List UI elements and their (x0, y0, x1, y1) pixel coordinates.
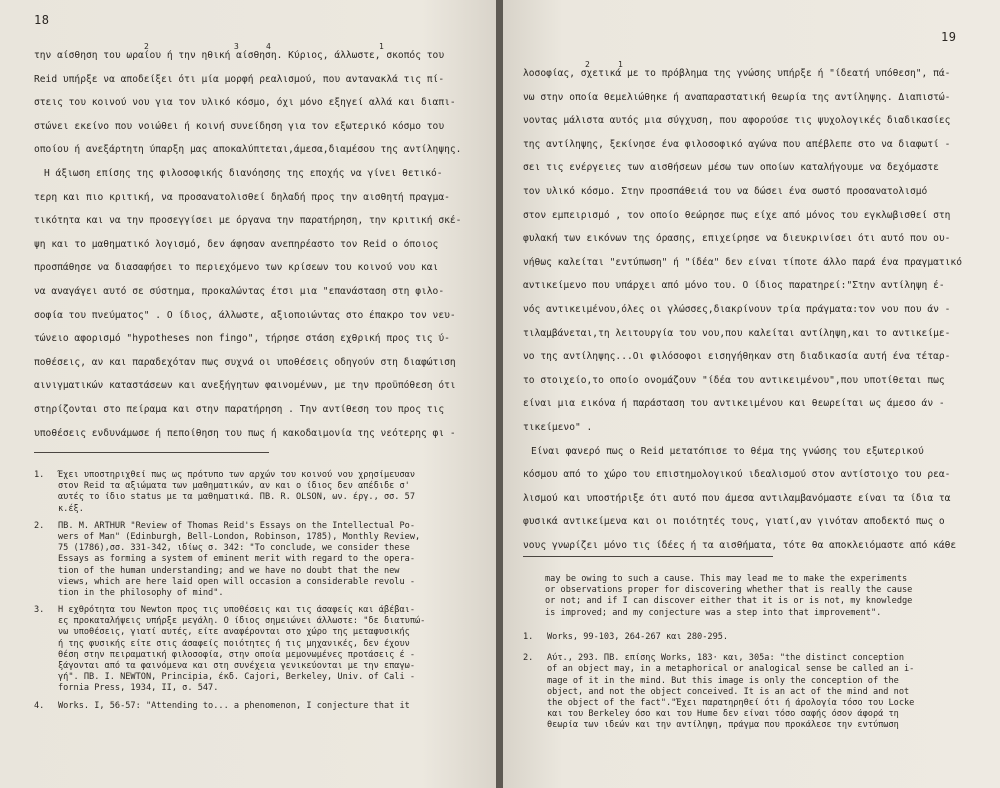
text-line: ποθέσεις, αν και παραδεχόταν πως συχνά οι υποθέσεις οδηγούν στη διαφώτιση (34, 356, 456, 368)
footnote-line: the object of the fact"."Έχει παρατηρηθεί ότι ή άρολογία τόσο του Locke (547, 697, 915, 708)
right-body-text (523, 62, 978, 557)
text-line: στεις του κοινού νου για τον υλικό κόσμο, όχι μόνο εξηγεί αλλά και διαπι- (34, 97, 456, 109)
footnote-line: Essays as forming a system of eminent merit with regard to the opera- (58, 554, 415, 565)
footnote-line: ή της φυσικής είτε στις άσαφείς ποιότητες ή τις μηχανικές, δεν έχουν (58, 638, 410, 649)
left-body-text (34, 44, 464, 445)
footnote-number: 1. (523, 632, 534, 642)
footnote (523, 632, 914, 643)
footnote-line: may be owing to such a cause. This may lead me to make the experiments (545, 574, 908, 584)
footnote-line: και του Berkeley όσο και του Hume δεν είναι τόσο σαφής όσον άφορά τη (547, 709, 899, 720)
footnote (34, 605, 425, 695)
text-line: στώνει εκείνο που νοιώθει ή κοινή συνείδηση για τον εξωτερικό κόσμο του (34, 120, 445, 132)
text-line: αινιγματικών καταστάσεων και ανεξήγητων φαινομένων, με την προϋπόθεση ότι (34, 380, 456, 392)
footnote-number: 4. (34, 700, 45, 711)
footnote (523, 653, 914, 731)
text-line: φυλακή των εικόνων της όρασης, επιχείρησε να διευκρινίσει ότι αυτό που ου- (523, 233, 951, 245)
footnote (34, 521, 425, 599)
footnote-marker: 3 (234, 42, 239, 51)
text-line: της αντίληψης, ξεκίνησε ένα φιλοσοφικό αγώνα που απέβλεπε στο να διαφωτί - (523, 138, 951, 150)
footnote-marker: 2 (585, 60, 590, 69)
footnote-marker: 1 (618, 60, 623, 69)
text-line: τον υλικό κόσμο. Στην προσπάθειά του να δώσει ένα σωστό προσανατολισμό (523, 185, 928, 197)
page-number-left: 18 (34, 13, 50, 27)
text-line: αντικείμενο που υπάρχει από μόνο του. Ο ίδιος παρατηρεί:"Στην αντίληψη έ- (523, 280, 945, 292)
footnote-line: γή". ΠΒ. I. NEWTON, Principia, έκδ. Cajori, Berkeley, Univ. of Cali - (58, 672, 415, 683)
left-footnotes (34, 470, 425, 716)
footnote-line: αυτές το ίδιο status με τα μαθηματικά. ΠΒ. R. OLSON, ων. έργ., σσ. 57 (58, 492, 415, 503)
text-line: το στοιχείο,το οποίο ονομάζουν "ίδέα του αντικειμένου",που υποτίθεται πως (523, 374, 945, 386)
footnote-line: views, which are here laid open will occasion a considerable revolu - (58, 576, 415, 587)
left-page (0, 0, 496, 788)
footnote-line: κ.έξ. (58, 503, 84, 514)
text-line-content: τικείμενο" . (523, 421, 593, 433)
text-line: ψη και το μαθηματικό λογισμό, δεν άφησαν ανεπηρέαστο τον Reid ο όποιος (34, 238, 439, 250)
footnote-line: mage of it in the mind. But this image is only the conception of the (547, 675, 899, 686)
text-line: νο της αντίληψης...Οι φιλόσοφοι εισηγήθηκαν στη διαδικασία αυτή ένα τέταρ- (523, 351, 951, 363)
footnote-line: fornia Press, 1934, II, σ. 547. (58, 683, 219, 694)
text-line: νήθως καλείται "εντύπωση" ή "ίδέα" δεν είναι τίποτε άλλο παρά ένα πραγματικό (523, 256, 962, 268)
footnote-line: tion in the philosophy of mind". (58, 587, 224, 598)
footnote-line: ξάγονται από τα φαινόμενα και στη συνέχεια γενικεύονται με την επαγω- (58, 661, 415, 671)
text-line-content: προσπάθησε να διασαφήσει το περιεχόμενο των κρίσεων του κοινού νου και (34, 262, 439, 274)
footnote-divider (34, 452, 269, 453)
footnote-line: 75 (1786),σσ. 331-342, ιδίως σ. 342: "To conclude, we consider these (58, 543, 410, 554)
book-gutter (496, 0, 503, 788)
footnote-marker: 2 (144, 42, 149, 51)
text-line: λοσοφίας, σχετικά με το πρόβλημα της γνώσης υπήρξε ή "ίδεατή υπόθεση", πά- (523, 68, 951, 79)
footnote-line: or observations proper for discovering whether that is really the cause (545, 585, 913, 596)
text-line: νοντας μάλιστα αυτός μια σύγχυση, που αφορούσε τις ψυχολογικές διαδικασίες (523, 115, 951, 127)
text-line: Είναι φανερό πως ο Reid μετατόπισε το θέμα της γνώσης του εξωτερικού (531, 445, 924, 457)
footnote-line: or not; and if I can discover either that it is or is not, my knowledge (545, 596, 913, 607)
right-footnotes-numbered (523, 632, 914, 736)
footnote-number: 2. (523, 653, 534, 664)
text-line-content: τώνειο αφορισμό "hypotheses non fingo", τήρησε στάση εχθρική προς τις ύ- (34, 333, 450, 345)
footnote-line: tion of the human understanding; and we have no doubt that the new (58, 565, 400, 576)
footnote-number: 2. (34, 520, 45, 531)
footnote-line: θεωρία των ιδεών και την αντίληψη, πράγμα που προκάλεσε την εντύπωση (547, 720, 899, 731)
footnote-line: Works, 99-103, 264-267 και 280-295. (547, 632, 729, 642)
footnote-line: object, and not the object conceived. It is an act of the mind and not (547, 686, 910, 697)
text-line: κόσμου από το χώρο του επιστημολογικού ιδεαλισμού στον αντίστοιχο του ρεα- (523, 469, 951, 481)
footnote (34, 470, 425, 515)
page-number-right: 19 (941, 30, 957, 44)
footnote-line: of an object may, in a metaphorical or analogical sense be called an i- (547, 664, 915, 675)
text-line: Η άξιωση επίσης της φιλοσοφικής διανόησης της εποχής να γίνει θετικό- (44, 167, 443, 179)
text-line: λισμού και υποστήριξε ότι αυτό που άμεσα αντιλαμβανόμαστε είναι τα ίδια τα (523, 492, 951, 504)
footnote-line: is improved; and my conjecture was a step into that improvement". (545, 607, 882, 618)
footnote-number: 1. (34, 470, 45, 480)
text-line: τικότητα και να την προσεγγίσει με όργανα την παρατήρηση, την κριτική σκέ- (34, 215, 462, 227)
footnote-number: 3. (34, 605, 45, 616)
footnote-line: Αύτ., 293. ΠΒ. επίσης Works, 183· και, 305a: "the distinct conception (547, 653, 904, 664)
right-page (503, 0, 1000, 788)
footnote-line: ες προκαταλήψεις υπήρξε μεγάλη. Ο ίδιος σημειώνει άλλωστε: "δε διατυπώ- (58, 616, 426, 627)
text-line-content: στηρίζονται στο πείραμα και στην παρατήρηση . Την αντίθεση του προς τις (34, 403, 445, 415)
footnote-line: θέση στην πειραματική φιλοσοφία, στην οποία μεμονωμένες προτάσεις έ - (58, 649, 415, 660)
text-line: σει τις ενέργειες των αισθήσεων μέσω των οποίων καταλήγουμε να δεχόμαστε (523, 162, 939, 174)
footnote-continuation (545, 574, 912, 619)
footnote-line: στον Reid τα αξιώματα των μαθηματικών, αν και ο ίδιος δεν απέδιδε σ' (58, 481, 410, 492)
text-line: την αίσθηση του ωραίου ή την ηθική αίσθηση. Κύριος, άλλωστε, σκοπός του (34, 50, 445, 61)
text-line: υποθέσεις ενδυνάμωσε ή πεποίθηση του πως ή κακοδαιμονία της νεότερης φι - (34, 427, 456, 439)
footnote-line: Έχει υποστηριχθεί πως ως πρότυπο των αρχών του κοινού νου χρησίμευσαν (58, 470, 415, 480)
footnote-line: Works. I, 56-57: "Attending to... a phenomenon, I conjecture that it (58, 700, 410, 711)
text-line-content: σοφία του πνεύματος" . Ο ίδιος, άλλωστε, αξιοποιώντας στο έπακρο τον νευ- (34, 309, 456, 321)
right-footnotes (545, 574, 912, 631)
text-line: τιλαμβάνεται,τη λειτουργία του νου,που καλείται αντίληψη,και το αντικείμε- (523, 327, 951, 339)
footnote-line: wers of Man" (Edinburgh, Bell-London, Robinson, 1785), Monthly Review, (58, 531, 421, 542)
text-line: νους γνωρίζει μόνο τις ίδέες ή τα αισθήματα, τότε θα αποκλειόμαστε από κάθε (523, 539, 957, 551)
text-line-content: στον εμπειρισμό , τον οποίο θεώρησε πως είχε από μόνος του εγκλωβισθεί στη (523, 209, 951, 221)
text-line: είναι μια εικόνα ή παράσταση του αντικειμένου και θεωρείται ως άμεσο άν - (523, 398, 945, 410)
footnote-line: Η εχθρότητα του Newton προς τις υποθέσεις και τις άσαφείς και άβέβαι- (58, 605, 415, 616)
text-line: φυσικά αντικείμενα και οι ποιότητές τους, γιατί,αν γινόταν αποδεκτό πως ο (523, 516, 945, 528)
footnote-divider (523, 556, 773, 557)
footnote-line: νω υποθέσεις, γιατί αυτές, είτε αναφέρονται στο χώρο της μεταφυσικής (58, 627, 410, 638)
footnote-line: ΠΒ. M. ARTHUR "Review of Thomas Reid's Essays on the Intellectual Po- (58, 520, 415, 531)
text-line: νω στην οποία θεμελιώθηκε ή αναπαραστατική θεωρία της αντίληψης. Διαπιστώ- (523, 91, 951, 103)
footnote-marker: 1 (379, 42, 384, 51)
text-line: νός αντικειμένου,όλες οι γλώσσες,διακρίνουν τρία πράγματα:τον νου που άν - (523, 303, 951, 315)
footnote-marker: 4 (266, 42, 271, 51)
footnote (34, 701, 425, 712)
text-line: οποίου ή ανεξάρτητη ύπαρξη μας αποκαλύπτεται,άμεσα,διαμέσου της αντίληψης. (34, 144, 462, 156)
text-line: Reid υπήρξε να αποδείξει ότι μία μορφή ρεαλισμού, που αντανακλά τις πί- (34, 73, 445, 85)
text-line: να αναγάγει αυτό σε σύστημα, προκαλώντας έτσι μια "επανάσταση στη φιλο- (34, 285, 445, 297)
text-line: τερη και πιο κριτική, να προσανατολισθεί δηλαδή προς την αισθητή πραγμα- (34, 191, 450, 203)
